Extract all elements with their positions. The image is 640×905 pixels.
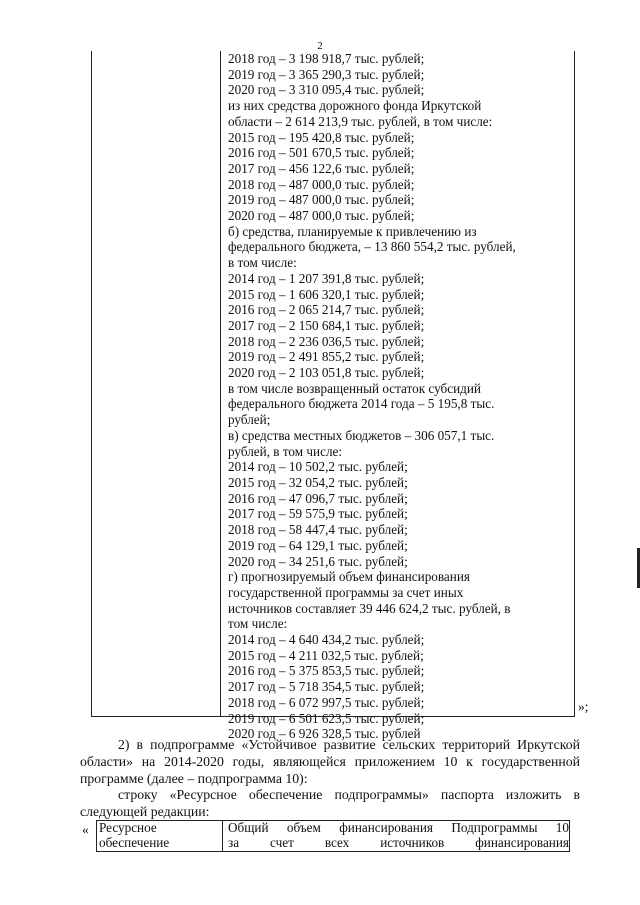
table-line: 2020 год – 487 000,0 тыс. рублей; — [228, 208, 415, 224]
table-line: в) средства местных бюджетов – 306 057,1 тыс. — [228, 427, 495, 443]
table-line: 2016 год – 47 096,7 тыс. рублей; — [228, 490, 408, 506]
table-line: из них средства дорожного фонда Иркутской — [228, 98, 482, 114]
table-line: рублей, в том числе: — [228, 443, 343, 459]
row-label-cell — [97, 821, 223, 851]
table-column-divider — [220, 51, 221, 716]
table-line: б) средства, планируемые к привлечению из — [228, 223, 477, 239]
table-line: 2016 год – 501 670,5 тыс. рублей; — [228, 145, 415, 161]
table-line: 2014 год – 1 207 391,8 тыс. рублей; — [228, 270, 425, 286]
table-line: источников составляет 39 446 624,2 тыс. рублей, в — [228, 600, 511, 616]
table-line: г) прогнозируемый объем финансирования — [228, 569, 470, 585]
table-line: 2018 год – 3 198 918,7 тыс. рублей; — [228, 51, 425, 66]
table-line: 2017 год – 5 718 354,5 тыс. рублей; — [228, 679, 425, 695]
table-line: 2019 год – 64 129,1 тыс. рублей; — [228, 537, 408, 553]
page-number: 2 — [317, 40, 323, 52]
row-label-line-2: обеспечение — [99, 834, 170, 850]
table-line: 2016 год – 5 375 853,5 тыс. рублей; — [228, 663, 425, 679]
table-line: федерального бюджета, – 13 860 554,2 тыс. рублей, — [228, 239, 516, 255]
table-line: 2015 год – 32 054,2 тыс. рублей; — [228, 474, 408, 490]
table-line: 2019 год – 2 491 855,2 тыс. рублей; — [228, 349, 425, 365]
table-line: 2020 год – 3 310 095,4 тыс. рублей; — [228, 82, 425, 98]
resource-cell-text — [228, 51, 573, 742]
table-line: 2018 год – 58 447,4 тыс. рублей; — [228, 522, 408, 538]
table-line: федерального бюджета 2014 года – 5 195,8 тыс. — [228, 396, 495, 412]
table-line: в том числе возвращенный остаток субсидий — [228, 380, 481, 396]
table-line: 2019 год – 3 365 290,3 тыс. рублей; — [228, 66, 425, 82]
subprogram-resource-table — [96, 820, 570, 852]
row-label-line-1: Ресурсное — [99, 820, 157, 835]
table-line: 2015 год – 1 606 320,1 тыс. рублей; — [228, 286, 425, 302]
table-line: 2016 год – 2 065 214,7 тыс. рублей; — [228, 302, 425, 318]
table-line: 2018 год – 487 000,0 тыс. рублей; — [228, 176, 415, 192]
table-line: том числе: — [228, 616, 288, 632]
table-line: в том числе: — [228, 255, 297, 271]
paragraph-row-instruction — [80, 787, 580, 821]
table-line: 2020 год – 2 103 051,8 тыс. рублей; — [228, 365, 425, 381]
table-line: 2020 год – 34 251,6 тыс. рублей; — [228, 553, 408, 569]
paragraph-subprogram-10 — [80, 737, 580, 787]
row-value-line-1: Общий объем финансирования Подпрограммы 10 — [228, 820, 569, 835]
closing-quote: »; — [578, 699, 589, 714]
table-line: 2019 год – 487 000,0 тыс. рублей; — [228, 192, 415, 208]
table-line: рублей; — [228, 412, 271, 428]
row-value-line-2: за счет всех источников финансирования — [228, 834, 569, 850]
table-line: 2015 год – 4 211 032,5 тыс. рублей; — [228, 647, 424, 663]
opening-quote: « — [82, 822, 89, 837]
resource-table — [91, 51, 575, 742]
table-line: 2019 год – 6 501 623,5 тыс. рублей; — [228, 710, 425, 726]
table-line: области – 2 614 213,9 тыс. рублей, в том числе: — [228, 113, 493, 129]
table-line: 2015 год – 195 420,8 тыс. рублей; — [228, 129, 415, 145]
table-line: 2014 год – 4 640 434,2 тыс. рублей; — [228, 632, 425, 648]
table-line: 2018 год – 2 236 036,5 тыс. рублей; — [228, 333, 425, 349]
table-line: 2017 год – 2 150 684,1 тыс. рублей; — [228, 317, 425, 333]
table-line: 2018 год – 6 072 997,5 тыс. рублей; — [228, 694, 425, 710]
table-line: государственной программы за счет иных — [228, 584, 464, 600]
table-line: 2017 год – 456 122,6 тыс. рублей; — [228, 160, 415, 176]
table-line: 2014 год – 10 502,2 тыс. рублей; — [228, 459, 408, 475]
row-value-cell — [224, 821, 569, 851]
table-line: 2017 год – 59 575,9 тыс. рублей; — [228, 506, 408, 522]
paragraph-row-instruction-text: строку «Ресурсное обеспечение подпрограммы» паспорта изложить в следующей редакции: — [80, 787, 580, 819]
paragraph-subprogram-10-text: 2) в подпрограмме «Устойчивое развитие сельских территорий Иркутской области» на 2014-2020 годы, являющейся приложением 10 к государственной программе (далее – подпрограмма 10): — [80, 737, 580, 786]
table-line: 2020 год – 6 926 328,5 тыс. рублей — [228, 726, 421, 742]
